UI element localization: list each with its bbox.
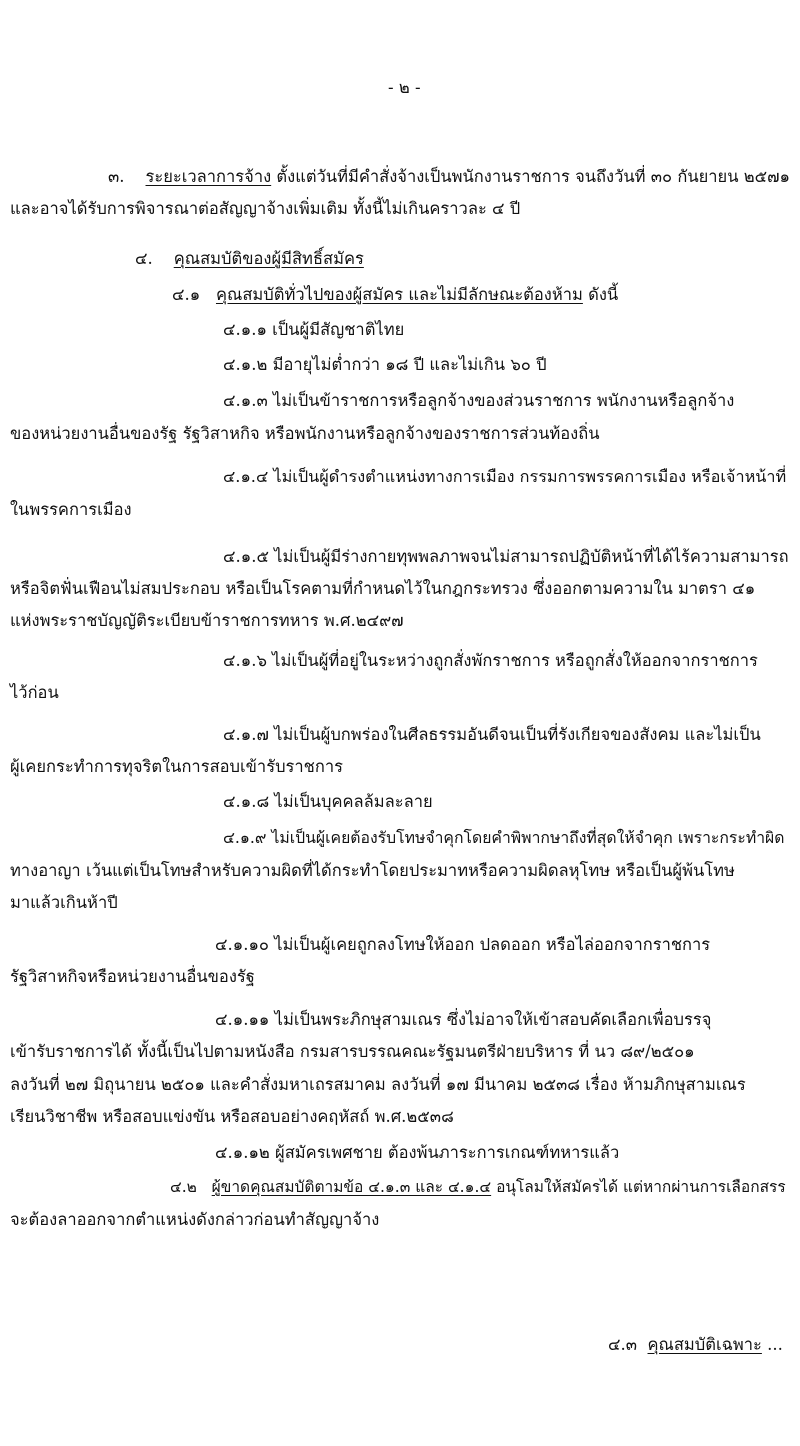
- item-4-1-4-line-2: ในพรรคการเมือง: [10, 500, 132, 519]
- item-4-1-11-line-2: เข้ารับราชการได้ ทั้งนี้เป็นไปตามหนังสือ กรมสารบรรณคณะรัฐมนตรีฝ่ายบริหาร ที่ นว ๘๙/๒๕๐๑: [10, 1042, 695, 1061]
- section-4-2-number: ๔.๒: [170, 1178, 197, 1196]
- item-4-1-6-line-1: ๔.๑.๖ ไม่เป็นผู้ที่อยู่ในระหว่างถูกสั่งพักราชการ หรือถูกสั่งให้ออกจากราชการ: [223, 651, 758, 670]
- section-4-1-text: ดังนี้: [588, 285, 619, 304]
- section-4-2-heading: ผู้ขาดคุณสมบัติตามข้อ ๔.๑.๓ และ ๔.๑.๔: [211, 1178, 492, 1196]
- item-4-1-11-line-3: ลงวันที่ ๒๗ มิถุนายน ๒๕๐๑ และคำสั่งมหาเถรสมาคม ลงวันที่ ๑๗ มีนาคม ๒๕๓๘ เรื่อง ห้ามภิกษุสามเณร: [10, 1075, 746, 1094]
- section-4-1-title: [172, 283, 618, 307]
- section-3-number: ๓.: [108, 167, 125, 186]
- item-4-1-1: ๔.๑.๑ เป็นผู้มีสัญชาติไทย: [223, 320, 405, 339]
- item-4-1-7-line-2: ผู้เคยกระทำการทุจริตในการสอบเข้ารับราชการ: [10, 757, 343, 776]
- section-3-text: ตั้งแต่วันที่มีคำสั่งจ้างเป็นพนักงานราชการ จนถึงวันที่ ๓๐ กันยายน ๒๕๗๑: [276, 167, 790, 186]
- footer-number: ๔.๓: [608, 1335, 638, 1354]
- section-4-title: [135, 247, 364, 271]
- item-4-1-9-line-3: มาแล้วเกินห้าปี: [10, 893, 118, 912]
- item-4-1-11-line-4: เรียนวิชาชีพ หรือสอบแข่งขัน หรือสอบอย่างคฤหัสถ์ พ.ศ.๒๕๓๘: [10, 1107, 454, 1126]
- footer-ellipsis: ...: [767, 1335, 783, 1354]
- section-4-heading: คุณสมบัติของผู้มีสิทธิ์สมัคร: [173, 249, 364, 268]
- section-4-2-line-2: จะต้องลาออกจากตำแหน่งดังกล่าวก่อนทำสัญญาจ้าง: [10, 1210, 380, 1229]
- footer-heading: คุณสมบัติเฉพาะ: [647, 1335, 762, 1354]
- page-number: - ๒ -: [388, 78, 421, 97]
- item-4-1-9-line-1: ๔.๑.๙ ไม่เป็นผู้เคยต้องรับโทษจำคุกโดยคำพิพากษาถึงที่สุดให้จำคุก เพราะกระทำผิด: [223, 828, 785, 847]
- item-4-1-5-line-3: แห่งพระราชบัญญัติระเบียบข้าราชการทหาร พ.ศ.๒๔๙๗: [10, 611, 404, 630]
- section-4-number: ๔.: [135, 249, 153, 268]
- section-3-heading: ระยะเวลาการจ้าง: [145, 167, 272, 186]
- section-4-1-number: ๔.๑: [172, 285, 201, 304]
- item-4-1-6-line-2: ไว้ก่อน: [10, 683, 59, 702]
- item-4-1-11-line-1: ๔.๑.๑๑ ไม่เป็นพระภิกษุสามเณร ซึ่งไม่อาจให้เข้าสอบคัดเลือกเพื่อบรรจุ: [215, 1010, 712, 1029]
- item-4-1-3-line-2: ของหน่วยงานอื่นของรัฐ รัฐวิสาหกิจ หรือพนักงานหรือลูกจ้างของราชการส่วนท้องถิ่น: [10, 424, 600, 443]
- section-4-2-line-1: [170, 1175, 786, 1199]
- item-4-1-10-line-2: รัฐวิสาหกิจหรือหน่วยงานอื่นของรัฐ: [10, 967, 255, 986]
- footer-continuation: [608, 1333, 783, 1357]
- section-4-2-text: อนุโลมให้สมัครได้ แต่หากผ่านการเลือกสรร: [496, 1178, 786, 1196]
- item-4-1-12: ๔.๑.๑๒ ผู้สมัครเพศชาย ต้องพ้นภาระการเกณฑ์ทหารแล้ว: [215, 1143, 620, 1162]
- item-4-1-5-line-1: ๔.๑.๕ ไม่เป็นผู้มีร่างกายทุพพลภาพจนไม่สามารถปฏิบัติหน้าที่ได้ไร้ความสามารถ: [223, 547, 789, 566]
- section-3-line-1: [108, 165, 790, 189]
- item-4-1-8: ๔.๑.๘ ไม่เป็นบุคคลล้มละลาย: [223, 792, 433, 811]
- item-4-1-5-line-2: หรือจิตฟั่นเฟือนไม่สมประกอบ หรือเป็นโรคตามที่กำหนดไว้ในกฎกระทรวง ซึ่งออกตามความใน มาตรา ๔๑: [10, 579, 756, 598]
- item-4-1-9-line-2: ทางอาญา เว้นแต่เป็นโทษสำหรับความผิดที่ได้กระทำโดยประมาทหรือความผิดลหุโทษ หรือเป็นผู้พ้นโทษ: [10, 861, 735, 880]
- item-4-1-4-line-1: ๔.๑.๔ ไม่เป็นผู้ดำรงตำแหน่งทางการเมือง กรรมการพรรคการเมือง หรือเจ้าหน้าที่: [223, 467, 787, 486]
- item-4-1-2: ๔.๑.๒ มีอายุไม่ต่ำกว่า ๑๘ ปี และไม่เกิน ๖๐ ปี: [223, 355, 547, 374]
- section-3-line-2: และอาจได้รับการพิจารณาต่อสัญญาจ้างเพิ่มเติม ทั้งนี้ไม่เกินคราวละ ๔ ปี: [10, 199, 521, 218]
- item-4-1-10-line-1: ๔.๑.๑๐ ไม่เป็นผู้เคยถูกลงโทษให้ออก ปลดออก หรือไล่ออกจากราชการ: [215, 935, 711, 954]
- item-4-1-3-line-1: ๔.๑.๓ ไม่เป็นข้าราชการหรือลูกจ้างของส่วนราชการ พนักงานหรือลูกจ้าง: [223, 391, 735, 410]
- section-4-1-heading: คุณสมบัติทั่วไปของผู้สมัคร และไม่มีลักษณะต้องห้าม: [215, 285, 583, 304]
- item-4-1-7-line-1: ๔.๑.๗ ไม่เป็นผู้บกพร่องในศีลธรรมอันดีจนเป็นที่รังเกียจของสังคม และไม่เป็น: [223, 725, 761, 744]
